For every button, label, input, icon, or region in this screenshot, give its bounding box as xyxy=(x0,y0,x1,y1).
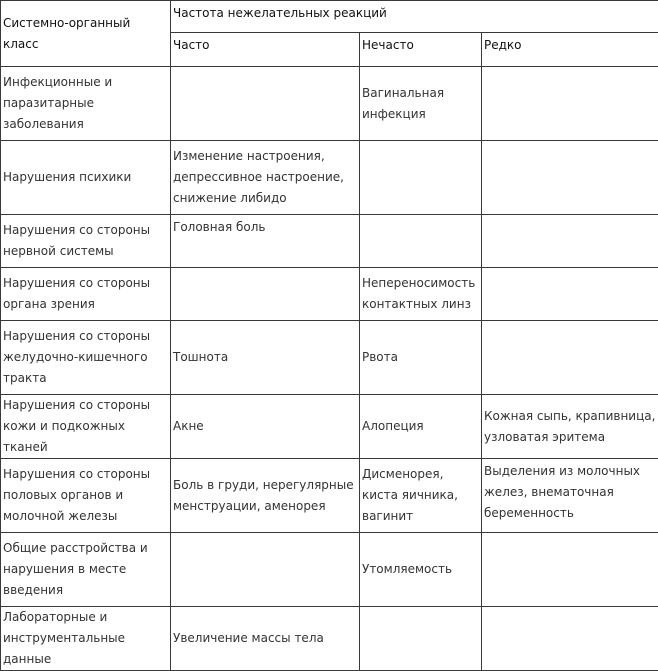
table-row xyxy=(1,533,658,607)
cell-rare: Кожная сыпь, крапивница, узловатая эритема xyxy=(482,395,658,459)
cell-often: Головная боль xyxy=(171,215,360,268)
cell-uncommon: Утомляемость xyxy=(360,533,482,607)
cell-system: Общие расстройства и нарушения в месте введения xyxy=(1,533,171,607)
cell-often: Увеличение массы тела xyxy=(171,607,360,671)
cell-rare: Выделения из молочных желез, внематочная беременность xyxy=(482,459,658,533)
header-system-class: Системно-органный класс xyxy=(1,1,171,67)
cell-system: Инфекционные и паразитарные заболевания xyxy=(1,67,171,141)
cell-often xyxy=(171,268,360,321)
table-row xyxy=(1,268,658,321)
cell-rare xyxy=(482,268,658,321)
table-row xyxy=(1,215,658,268)
cell-uncommon: Рвота xyxy=(360,321,482,395)
cell-system: Нарушения со стороны органа зрения xyxy=(1,268,171,321)
table-row xyxy=(1,395,658,459)
cell-uncommon xyxy=(360,607,482,671)
cell-rare xyxy=(482,141,658,215)
header-frequency: Частота нежелательных реакций xyxy=(171,1,658,33)
cell-often xyxy=(171,533,360,607)
table-row xyxy=(1,321,658,395)
header-rare: Редко xyxy=(482,33,658,67)
cell-uncommon: Алопеция xyxy=(360,395,482,459)
cell-system: Нарушения со стороны кожи и подкожных тканей xyxy=(1,395,171,459)
cell-uncommon xyxy=(360,141,482,215)
header-often: Часто xyxy=(171,33,360,67)
cell-often: Акне xyxy=(171,395,360,459)
table-row xyxy=(1,67,658,141)
cell-rare xyxy=(482,607,658,671)
cell-system: Нарушения со стороны нервной системы xyxy=(1,215,171,268)
cell-rare xyxy=(482,215,658,268)
cell-often: Изменение настроения, депрессивное настроение, снижение либидо xyxy=(171,141,360,215)
table-row xyxy=(1,141,658,215)
cell-system: Лабораторные и инструментальные данные xyxy=(1,607,171,671)
cell-often xyxy=(171,67,360,141)
cell-uncommon xyxy=(360,215,482,268)
cell-system: Нарушения психики xyxy=(1,141,171,215)
cell-rare xyxy=(482,321,658,395)
cell-uncommon: Вагинальная инфекция xyxy=(360,67,482,141)
cell-often: Боль в груди, нерегулярные менструации, аменорея xyxy=(171,459,360,533)
header-row-1 xyxy=(1,1,658,33)
cell-often: Тошнота xyxy=(171,321,360,395)
cell-system: Нарушения со стороны половых органов и молочной железы xyxy=(1,459,171,533)
header-uncommon: Нечасто xyxy=(360,33,482,67)
cell-uncommon: Непереносимость контактных линз xyxy=(360,268,482,321)
cell-rare xyxy=(482,533,658,607)
cell-uncommon: Дисменорея, киста яичника, вагинит xyxy=(360,459,482,533)
table-row xyxy=(1,607,658,671)
cell-system: Нарушения со стороны желудочно-кишечного тракта xyxy=(1,321,171,395)
table-row xyxy=(1,459,658,533)
cell-rare xyxy=(482,67,658,141)
